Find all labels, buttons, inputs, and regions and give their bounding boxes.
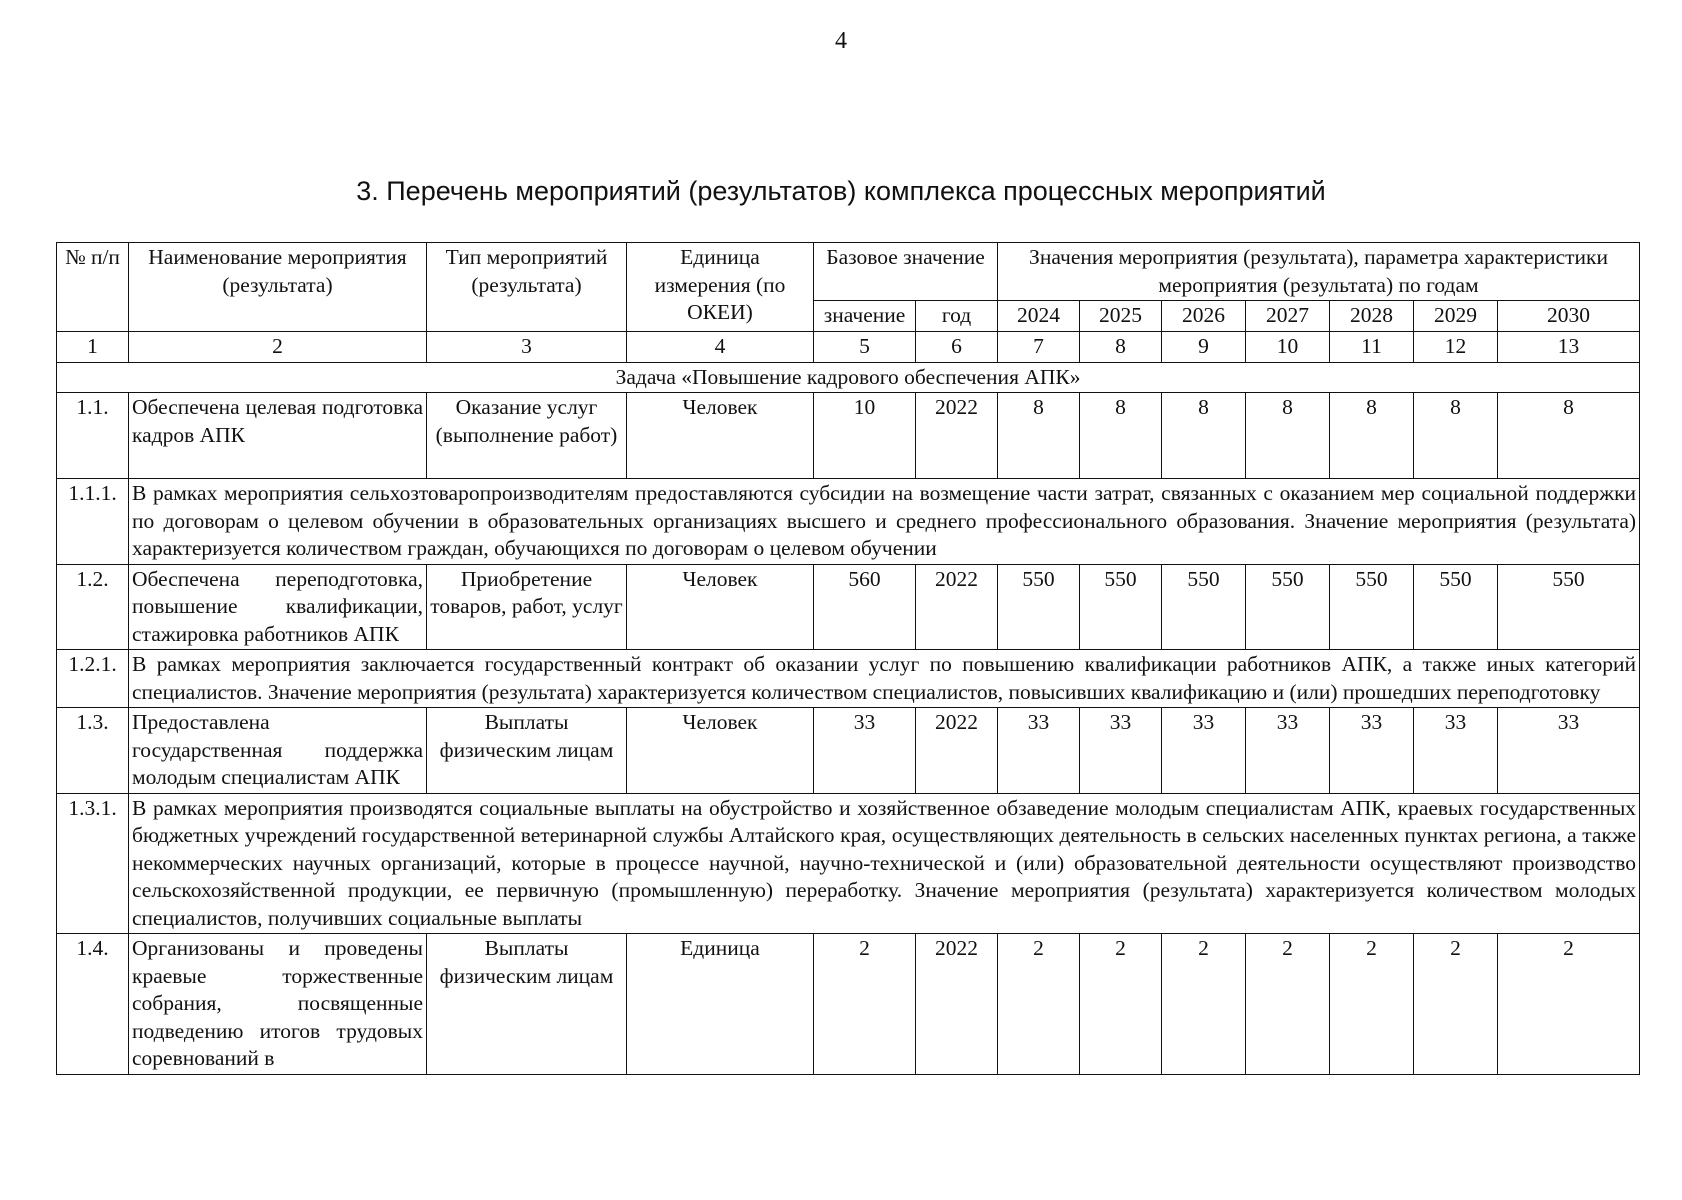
sub-number: 1.2.1. <box>57 650 129 708</box>
unit: Человек <box>627 708 814 794</box>
year-value: 8 <box>1080 393 1162 479</box>
section-title: 3. Перечень мероприятий (результатов) комплекса процессных мероприятий <box>356 176 1326 206</box>
header-year: 2027 <box>1246 301 1330 332</box>
column-number: 12 <box>1414 331 1498 362</box>
unit: Человек <box>627 564 814 650</box>
row-number: 1.3. <box>57 708 129 794</box>
base-year: 2022 <box>916 564 998 650</box>
year-value: 550 <box>1246 564 1330 650</box>
base-value: 2 <box>814 934 916 1075</box>
header-values: Значения мероприятия (результата), параметра характеристики мероприятия (результата) по годам <box>998 243 1640 301</box>
year-value: 550 <box>998 564 1080 650</box>
column-number: 8 <box>1080 331 1162 362</box>
year-value: 2 <box>1162 934 1246 1075</box>
description-text: В рамках мероприятия производятся социальные выплаты на обустройство и хозяйственное обзаведение молодым специалистам АПК, краевых государственных бюджетных учреждений государственной ветеринарной службы Алтайского края, осуществляющих деятельность в сельских населенных пунктах региона, а также некоммерческих научных организаций, которые в процессе научной, научно-технической и (или) образовательной деятельности осуществляют производство сельскохозяйственной продукции, ее первичную (промышленную) переработку. Значение мероприятия (результата) характеризуется количеством молодых специалистов, получивших социальные выплаты <box>129 793 1640 934</box>
year-value: 33 <box>1246 708 1330 794</box>
header-num: № п/п <box>57 243 129 332</box>
description-row <box>57 650 1640 708</box>
year-value: 8 <box>998 393 1080 479</box>
unit: Единица <box>627 934 814 1075</box>
header-year: 2025 <box>1080 301 1162 332</box>
row-number: 1.4. <box>57 934 129 1075</box>
column-number: 7 <box>998 331 1080 362</box>
description-text: В рамках мероприятия заключается государственный контракт об оказании услуг по повышению квалификации работников АПК, а также иных категорий специалистов. Значение мероприятия (результата) характеризуется количеством специалистов, повысивших квалификацию и (или) прошедших переподготовку <box>129 650 1640 708</box>
header-year: 2028 <box>1330 301 1414 332</box>
header-base: Базовое значение <box>814 243 998 301</box>
table-row <box>57 934 1640 1075</box>
year-value: 550 <box>1498 564 1640 650</box>
year-value: 2 <box>1414 934 1498 1075</box>
row-number: 1.1. <box>57 393 129 479</box>
column-number-row <box>57 331 1640 362</box>
header-year: 2024 <box>998 301 1080 332</box>
column-number: 3 <box>427 331 627 362</box>
sub-number: 1.3.1. <box>57 793 129 934</box>
column-number: 13 <box>1498 331 1640 362</box>
base-year: 2022 <box>916 393 998 479</box>
year-value: 2 <box>1498 934 1640 1075</box>
description-text: В рамках мероприятия сельхозтоваропроизводителям предоставляются субсидии на возмещение части затрат, связанных с оказанием мер социальной поддержки по договорам о целевом обучении в образовательных организациях высшего и среднего профессионального образования. Значение мероприятия (результата) характеризуется количеством граждан, обучающихся по договорам о целевом обучении <box>129 479 1640 565</box>
year-value: 2 <box>1246 934 1330 1075</box>
event-type: Приобретение товаров, работ, услуг <box>427 564 627 650</box>
base-year: 2022 <box>916 934 998 1075</box>
header-year: 2030 <box>1498 301 1640 332</box>
unit: Человек <box>627 393 814 479</box>
description-row <box>57 479 1640 565</box>
year-value: 33 <box>998 708 1080 794</box>
year-value: 8 <box>1414 393 1498 479</box>
column-number: 6 <box>916 331 998 362</box>
year-value: 8 <box>1246 393 1330 479</box>
header-row-1 <box>57 243 1640 301</box>
events-table <box>56 242 1640 1075</box>
year-value: 8 <box>1498 393 1640 479</box>
year-value: 2 <box>1330 934 1414 1075</box>
task-title: Задача «Повышение кадрового обеспечения АПК» <box>57 362 1640 393</box>
year-value: 550 <box>1162 564 1246 650</box>
event-type: Выплаты физическим лицам <box>427 934 627 1075</box>
event-type: Выплаты физическим лицам <box>427 708 627 794</box>
row-number: 1.2. <box>57 564 129 650</box>
event-name: Обеспечена переподготовка, повышение квалификации, стажировка работников АПК <box>129 564 427 650</box>
base-value: 33 <box>814 708 916 794</box>
sub-number: 1.1.1. <box>57 479 129 565</box>
header-base-year: год <box>916 301 998 332</box>
header-year: 2029 <box>1414 301 1498 332</box>
column-number: 11 <box>1330 331 1414 362</box>
year-value: 33 <box>1080 708 1162 794</box>
event-type: Оказание услуг (выполнение работ) <box>427 393 627 479</box>
header-base-value: значение <box>814 301 916 332</box>
year-value: 2 <box>998 934 1080 1075</box>
column-number: 2 <box>129 331 427 362</box>
header-unit: Единица измерения (по ОКЕИ) <box>627 243 814 332</box>
year-value: 33 <box>1162 708 1246 794</box>
page-number: 4 <box>835 28 847 54</box>
column-number: 5 <box>814 331 916 362</box>
table-row <box>57 393 1640 479</box>
year-value: 33 <box>1414 708 1498 794</box>
event-name: Организованы и проведены краевые торжественные собрания, посвященные подведению итогов трудовых соревнований в <box>129 934 427 1075</box>
header-type: Тип мероприятий (результата) <box>427 243 627 332</box>
header-name: Наименование мероприятия (результата) <box>129 243 427 332</box>
year-value: 33 <box>1498 708 1640 794</box>
column-number: 1 <box>57 331 129 362</box>
year-value: 2 <box>1080 934 1162 1075</box>
year-value: 550 <box>1080 564 1162 650</box>
year-value: 550 <box>1414 564 1498 650</box>
table-row <box>57 564 1640 650</box>
year-value: 8 <box>1330 393 1414 479</box>
header-year: 2026 <box>1162 301 1246 332</box>
year-value: 8 <box>1162 393 1246 479</box>
column-number: 4 <box>627 331 814 362</box>
year-value: 550 <box>1330 564 1414 650</box>
base-value: 560 <box>814 564 916 650</box>
description-row <box>57 793 1640 934</box>
task-row <box>57 362 1640 393</box>
year-value: 33 <box>1330 708 1414 794</box>
base-year: 2022 <box>916 708 998 794</box>
column-number: 9 <box>1162 331 1246 362</box>
table-row <box>57 708 1640 794</box>
column-number: 10 <box>1246 331 1330 362</box>
base-value: 10 <box>814 393 916 479</box>
event-name: Обеспечена целевая подготовка кадров АПК <box>129 393 427 479</box>
event-name: Предоставлена государственная поддержка молодым специалистам АПК <box>129 708 427 794</box>
